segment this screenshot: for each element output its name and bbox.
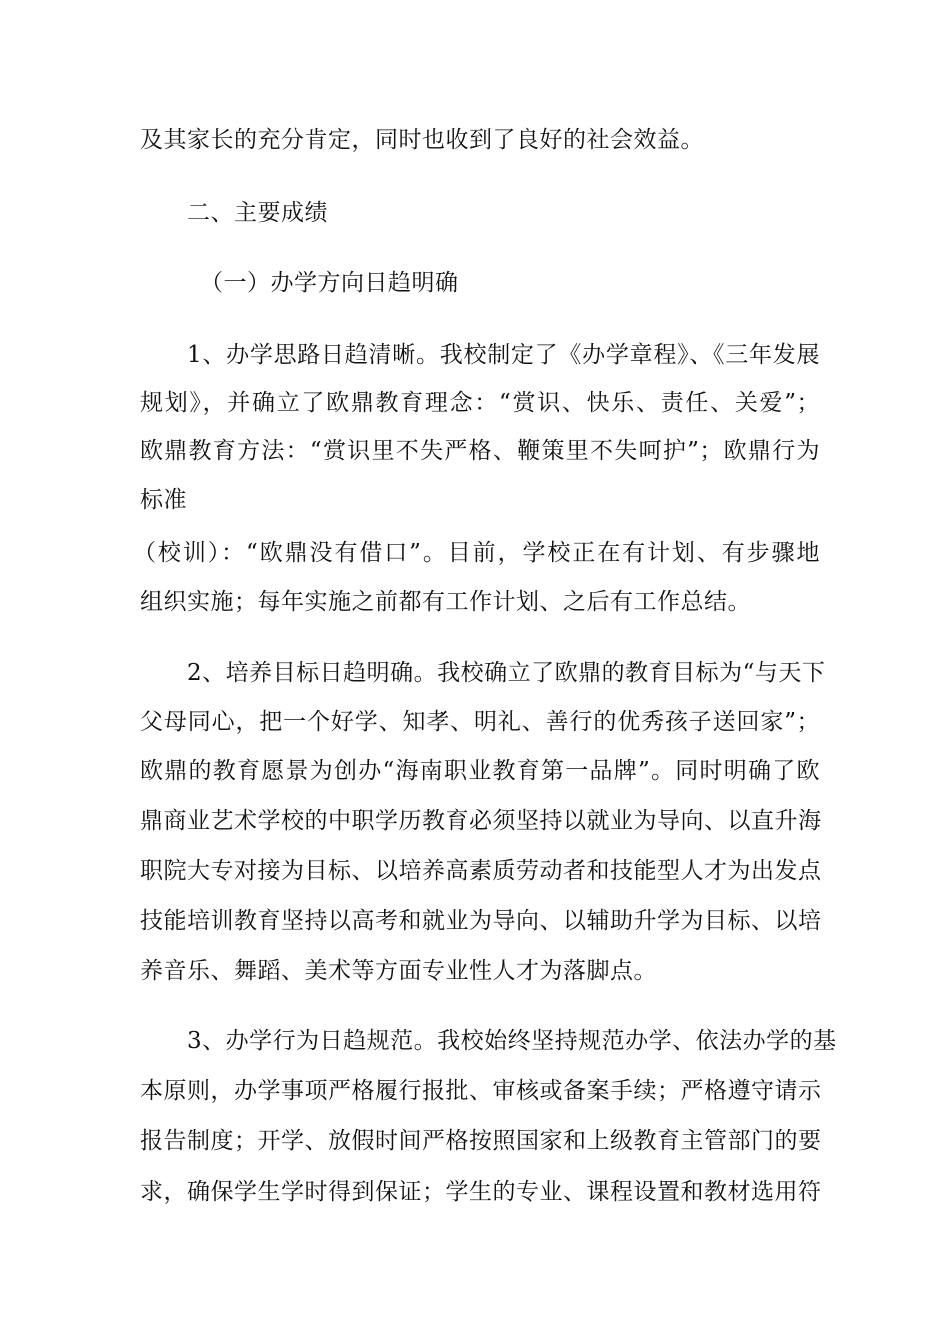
text-line: 组织实施；每年实施之前都有工作计划、之后有工作总结。: [140, 589, 751, 615]
text-line: 求，确保学生学时得到保证；学生的专业、课程设置和教材选用符: [140, 1179, 822, 1205]
section-heading: 二、主要成绩: [187, 200, 328, 226]
subsection-heading: （一）办学方向日趋明确: [200, 270, 459, 296]
text-line: （校训）：“欧鼎没有借口”。目前，学校正在有计划、有步骤地: [133, 540, 820, 566]
text-line: 1、办学思路日趋清晰。我校制定了《办学章程》、《三年发展: [187, 342, 820, 368]
text-line: 2、培养目标日趋明确。我校确立了欧鼎的教育目标为“与天下: [187, 660, 826, 686]
text-line: 养音乐、舞蹈、美术等方面专业性人才为落脚点。: [140, 958, 657, 984]
text-line: 欧鼎教育方法：“赏识里不失严格、鞭策里不失呵护”；欧鼎行为: [140, 438, 820, 464]
text-line: 3、办学行为日趋规范。我校始终坚持规范办学、依法办学的基: [187, 1028, 837, 1054]
text-line: 标准: [140, 487, 187, 513]
text-line: 本原则，办学事项严格履行报批、审核或备案手续；严格遵守请示: [140, 1078, 822, 1104]
text-line: 父母同心，把一个好学、知孝、明礼、善行的优秀孩子送回家”；: [140, 709, 820, 735]
text-line: 职院大专对接为目标、以培养高素质劳动者和技能型人才为出发点: [140, 858, 822, 884]
text-line: 欧鼎的教育愿景为创办“海南职业教育第一品牌”。同时明确了欧: [140, 758, 820, 784]
text-line: 技能培训教育坚持以高考和就业为导向、以辅助升学为目标、以培: [140, 908, 822, 934]
text-line: 报告制度；开学、放假时间严格按照国家和上级教育主管部门的要: [140, 1128, 822, 1154]
text-line: 及其家长的充分肯定，同时也收到了良好的社会效益。: [140, 127, 704, 153]
text-line: 规划》，并确立了欧鼎教育理念：“赏识、快乐、责任、关爱”；: [140, 390, 820, 416]
text-line: 鼎商业艺术学校的中职学历教育必须坚持以就业为导向、以直升海: [140, 808, 822, 834]
